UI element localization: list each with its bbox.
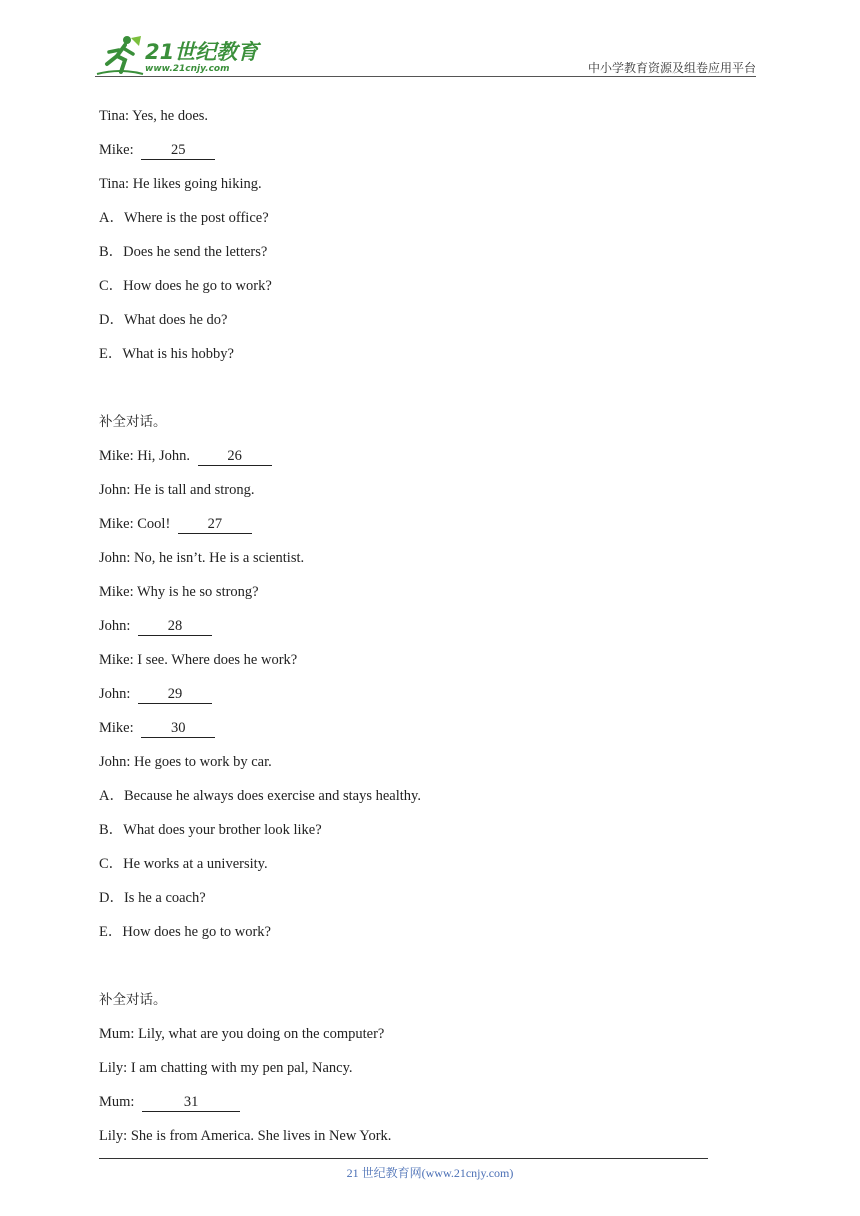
dialogue-line — [99, 1092, 719, 1126]
dialogue-line: John: He goes to work by car. — [99, 754, 272, 770]
answer-blank-27: 27 — [178, 516, 252, 534]
answer-blank-29: 29 — [138, 686, 212, 704]
header-divider — [95, 76, 756, 77]
option-line: D．What does he do? — [99, 312, 228, 328]
speaker-label: Mike: Cool! — [99, 516, 171, 532]
speaker-label: Mike: — [99, 720, 134, 736]
answer-blank-26: 26 — [198, 448, 272, 466]
option-line: E．How does he go to work? — [99, 924, 271, 940]
section-heading: 补全对话。 — [99, 414, 167, 430]
page-header — [0, 0, 860, 80]
dialogue-line: Mum: Lily, what are you doing on the computer? — [99, 1026, 385, 1042]
option-line: A．Where is the post office? — [99, 210, 269, 226]
answer-blank-28: 28 — [138, 618, 212, 636]
dialogue-line: Tina: Yes, he does. — [99, 108, 209, 124]
dialogue-line: Lily: I am chatting with my pen pal, Nancy. — [99, 1060, 353, 1076]
logo-title: 21世纪教育 — [145, 40, 259, 64]
logo-url: www.21cnjy.com — [145, 64, 230, 74]
speaker-label: John: — [99, 686, 131, 702]
speaker-label: Mum: — [99, 1094, 135, 1110]
answer-blank-25: 25 — [141, 142, 215, 160]
dialogue-line: John: He is tall and strong. — [99, 482, 255, 498]
option-line: C．How does he go to work? — [99, 278, 272, 294]
section-heading: 补全对话。 — [99, 992, 167, 1008]
option-line: B．What does your brother look like? — [99, 822, 322, 838]
dialogue-line: Tina: He likes going hiking. — [99, 176, 262, 192]
option-line: B．Does he send the letters? — [99, 244, 268, 260]
footer-divider — [99, 1158, 708, 1159]
dialogue-line — [99, 514, 719, 548]
dialogue-line — [99, 616, 719, 650]
dialogue-line: John: No, he isn’t. He is a scientist. — [99, 550, 305, 566]
page-footer: 21 世纪教育网(www.21cnjy.com) — [346, 1166, 514, 1180]
header-slogan: 中小学教育资源及组卷应用平台 — [587, 61, 756, 75]
dialogue-line — [99, 684, 719, 718]
section-spacer — [99, 956, 719, 990]
speaker-label: Mike: Hi, John. — [99, 448, 191, 464]
option-line: D．Is he a coach? — [99, 890, 206, 906]
option-line: A．Because he always does exercise and stays healthy. — [99, 788, 421, 804]
dialogue-line — [99, 718, 719, 752]
document-body — [99, 106, 719, 1160]
answer-blank-30: 30 — [141, 720, 215, 738]
dialogue-line — [99, 446, 719, 480]
speaker-label: Mike: — [99, 142, 134, 158]
answer-blank-31: 31 — [142, 1094, 240, 1112]
option-line: C．He works at a university. — [99, 856, 268, 872]
dialogue-line — [99, 140, 719, 174]
option-line: E．What is his hobby? — [99, 346, 234, 362]
speaker-label: John: — [99, 618, 131, 634]
dialogue-line: Mike: I see. Where does he work? — [99, 652, 298, 668]
runner-logo-icon — [95, 34, 145, 78]
dialogue-line: Lily: She is from America. She lives in New York. — [99, 1128, 392, 1144]
section-spacer — [99, 378, 719, 412]
site-logo — [95, 34, 265, 78]
dialogue-line: Mike: Why is he so strong? — [99, 584, 259, 600]
